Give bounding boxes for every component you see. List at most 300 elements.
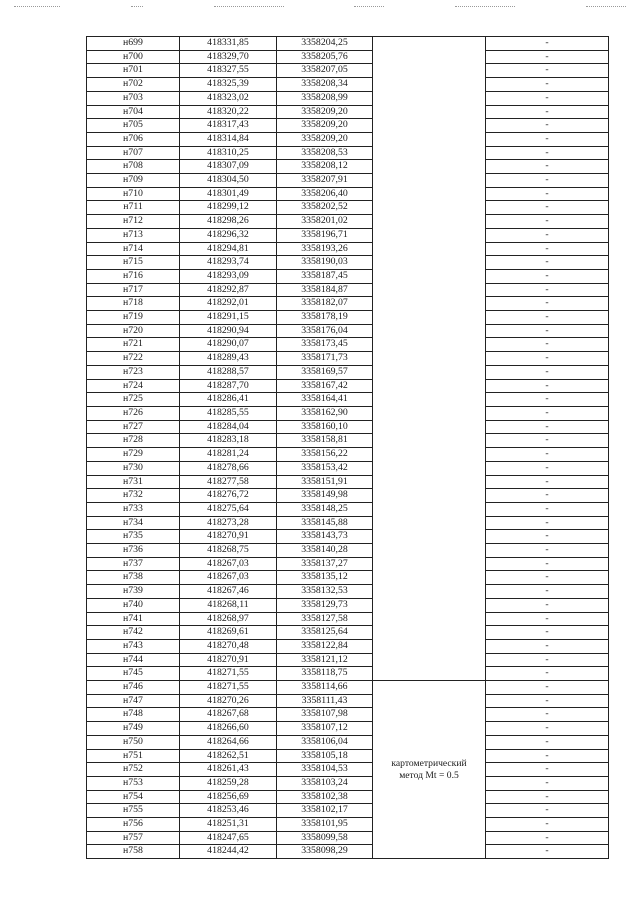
y-coordinate-cell: 3358182,07 [277, 297, 373, 311]
point-name-cell: н701 [87, 64, 180, 78]
point-name-cell: н746 [87, 681, 180, 695]
table-row [87, 132, 609, 146]
table-row [87, 146, 609, 160]
note-cell: - [486, 338, 609, 352]
point-name-cell: н713 [87, 228, 180, 242]
table-row [87, 475, 609, 489]
table-row [87, 557, 609, 571]
table-row [87, 722, 609, 736]
method-accuracy-line: метод Mt = 0.5 [399, 769, 459, 781]
table-row [87, 516, 609, 530]
scan-mark [354, 6, 384, 8]
y-coordinate-cell: 3358106,04 [277, 735, 373, 749]
table-row [87, 269, 609, 283]
note-cell: - [486, 352, 609, 366]
y-coordinate-cell: 3358207,91 [277, 174, 373, 188]
table-row [87, 776, 609, 790]
x-coordinate-cell: 418329,70 [180, 50, 277, 64]
note-cell: - [486, 544, 609, 558]
note-cell: - [486, 845, 609, 859]
x-coordinate-cell: 418289,43 [180, 352, 277, 366]
x-coordinate-cell: 418292,87 [180, 283, 277, 297]
x-coordinate-cell: 418244,42 [180, 845, 277, 859]
x-coordinate-cell: 418277,58 [180, 475, 277, 489]
y-coordinate-cell: 3358171,73 [277, 352, 373, 366]
x-coordinate-cell: 418294,81 [180, 242, 277, 256]
y-coordinate-cell: 3358187,45 [277, 269, 373, 283]
point-name-cell: н710 [87, 187, 180, 201]
x-coordinate-cell: 418267,03 [180, 557, 277, 571]
x-coordinate-cell: 418299,12 [180, 201, 277, 215]
x-coordinate-cell: 418292,01 [180, 297, 277, 311]
note-cell: - [486, 489, 609, 503]
y-coordinate-cell: 3358107,12 [277, 722, 373, 736]
note-cell: - [486, 160, 609, 174]
y-coordinate-cell: 3358127,58 [277, 612, 373, 626]
note-cell: - [486, 763, 609, 777]
y-coordinate-cell: 3358101,95 [277, 818, 373, 832]
point-name-cell: н727 [87, 420, 180, 434]
note-cell: - [486, 667, 609, 681]
note-cell: - [486, 639, 609, 653]
y-coordinate-cell: 3358118,75 [277, 667, 373, 681]
point-name-cell: н700 [87, 50, 180, 64]
point-name-cell: н733 [87, 502, 180, 516]
y-coordinate-cell: 3358162,90 [277, 406, 373, 420]
x-coordinate-cell: 418251,31 [180, 818, 277, 832]
point-name-cell: н709 [87, 174, 180, 188]
point-name-cell: н750 [87, 735, 180, 749]
point-name-cell: н714 [87, 242, 180, 256]
y-coordinate-cell: 3358121,12 [277, 653, 373, 667]
y-coordinate-cell: 3358158,81 [277, 434, 373, 448]
y-coordinate-cell: 3358145,88 [277, 516, 373, 530]
x-coordinate-cell: 418273,28 [180, 516, 277, 530]
y-coordinate-cell: 3358209,20 [277, 105, 373, 119]
x-coordinate-cell: 418253,46 [180, 804, 277, 818]
x-coordinate-cell: 418285,55 [180, 406, 277, 420]
x-coordinate-cell: 418290,94 [180, 324, 277, 338]
point-name-cell: н707 [87, 146, 180, 160]
x-coordinate-cell: 418264,66 [180, 735, 277, 749]
x-coordinate-cell: 418296,32 [180, 228, 277, 242]
table-row [87, 544, 609, 558]
table-row [87, 379, 609, 393]
point-name-cell: н734 [87, 516, 180, 530]
point-name-cell: н706 [87, 132, 180, 146]
point-name-cell: н756 [87, 818, 180, 832]
scan-mark [131, 6, 143, 8]
point-name-cell: н726 [87, 406, 180, 420]
table-row [87, 845, 609, 859]
table-row [87, 804, 609, 818]
note-cell: - [486, 434, 609, 448]
x-coordinate-cell: 418261,43 [180, 763, 277, 777]
y-coordinate-cell: 3358208,99 [277, 91, 373, 105]
table-row [87, 297, 609, 311]
note-cell: - [486, 297, 609, 311]
x-coordinate-cell: 418323,02 [180, 91, 277, 105]
point-name-cell: н711 [87, 201, 180, 215]
x-coordinate-cell: 418291,15 [180, 311, 277, 325]
point-name-cell: н728 [87, 434, 180, 448]
table-row [87, 187, 609, 201]
point-name-cell: н731 [87, 475, 180, 489]
y-coordinate-cell: 3358167,42 [277, 379, 373, 393]
x-coordinate-cell: 418281,24 [180, 448, 277, 462]
table-row [87, 311, 609, 325]
y-coordinate-cell: 3358129,73 [277, 598, 373, 612]
table-row [87, 639, 609, 653]
note-cell: - [486, 461, 609, 475]
y-coordinate-cell: 3358160,10 [277, 420, 373, 434]
x-coordinate-cell: 418267,68 [180, 708, 277, 722]
note-cell: - [486, 804, 609, 818]
note-cell: - [486, 818, 609, 832]
x-coordinate-cell: 418283,18 [180, 434, 277, 448]
point-name-cell: н703 [87, 91, 180, 105]
point-name-cell: н718 [87, 297, 180, 311]
note-cell: - [486, 653, 609, 667]
point-name-cell: н721 [87, 338, 180, 352]
x-coordinate-cell: 418331,85 [180, 37, 277, 51]
point-name-cell: н743 [87, 639, 180, 653]
y-coordinate-cell: 3358099,58 [277, 831, 373, 845]
table-row [87, 365, 609, 379]
y-coordinate-cell: 3358148,25 [277, 502, 373, 516]
point-name-cell: н712 [87, 215, 180, 229]
point-name-cell: н735 [87, 530, 180, 544]
note-cell: - [486, 722, 609, 736]
point-name-cell: н742 [87, 626, 180, 640]
table-row [87, 420, 609, 434]
y-coordinate-cell: 3358209,20 [277, 132, 373, 146]
x-coordinate-cell: 418278,66 [180, 461, 277, 475]
y-coordinate-cell: 3358209,20 [277, 119, 373, 133]
note-cell: - [486, 119, 609, 133]
point-name-cell: н725 [87, 393, 180, 407]
x-coordinate-cell: 418270,91 [180, 530, 277, 544]
point-name-cell: н752 [87, 763, 180, 777]
x-coordinate-cell: 418270,26 [180, 694, 277, 708]
y-coordinate-cell: 3358204,25 [277, 37, 373, 51]
table-row [87, 461, 609, 475]
y-coordinate-cell: 3358111,43 [277, 694, 373, 708]
x-coordinate-cell: 418293,09 [180, 269, 277, 283]
y-coordinate-cell: 3358114,66 [277, 681, 373, 695]
x-coordinate-cell: 418259,28 [180, 776, 277, 790]
note-cell: - [486, 215, 609, 229]
note-cell: - [486, 379, 609, 393]
x-coordinate-cell: 418287,70 [180, 379, 277, 393]
point-name-cell: н699 [87, 37, 180, 51]
point-name-cell: н741 [87, 612, 180, 626]
x-coordinate-cell: 418275,64 [180, 502, 277, 516]
y-coordinate-cell: 3358143,73 [277, 530, 373, 544]
table-row [87, 489, 609, 503]
table-row [87, 393, 609, 407]
y-coordinate-cell: 3358132,53 [277, 585, 373, 599]
x-coordinate-cell: 418304,50 [180, 174, 277, 188]
y-coordinate-cell: 3358196,71 [277, 228, 373, 242]
x-coordinate-cell: 418307,09 [180, 160, 277, 174]
note-cell: - [486, 105, 609, 119]
table-row [87, 585, 609, 599]
point-name-cell: н719 [87, 311, 180, 325]
table-row [87, 119, 609, 133]
note-cell: - [486, 694, 609, 708]
y-coordinate-cell: 3358202,52 [277, 201, 373, 215]
y-coordinate-cell: 3358208,53 [277, 146, 373, 160]
x-coordinate-cell: 418247,65 [180, 831, 277, 845]
scan-mark [586, 6, 626, 8]
note-cell: - [486, 557, 609, 571]
point-name-cell: н737 [87, 557, 180, 571]
table-row [87, 502, 609, 516]
table-row [87, 228, 609, 242]
note-cell: - [486, 91, 609, 105]
y-coordinate-cell: 3358156,22 [277, 448, 373, 462]
y-coordinate-cell: 3358193,26 [277, 242, 373, 256]
table-row [87, 78, 609, 92]
x-coordinate-cell: 418271,55 [180, 667, 277, 681]
y-coordinate-cell: 3358205,76 [277, 50, 373, 64]
note-cell: - [486, 749, 609, 763]
table-row [87, 653, 609, 667]
note-cell: - [486, 50, 609, 64]
point-name-cell: н722 [87, 352, 180, 366]
method-label-line: картометрический [391, 757, 467, 769]
y-coordinate-cell: 3358149,98 [277, 489, 373, 503]
table-row [87, 338, 609, 352]
table-row [87, 626, 609, 640]
note-cell: - [486, 228, 609, 242]
point-name-cell: н724 [87, 379, 180, 393]
point-name-cell: н749 [87, 722, 180, 736]
x-coordinate-cell: 418268,97 [180, 612, 277, 626]
x-coordinate-cell: 418301,49 [180, 187, 277, 201]
table-row [87, 91, 609, 105]
point-name-cell: н708 [87, 160, 180, 174]
x-coordinate-cell: 418268,11 [180, 598, 277, 612]
point-name-cell: н716 [87, 269, 180, 283]
x-coordinate-cell: 418271,55 [180, 681, 277, 695]
x-coordinate-cell: 418298,26 [180, 215, 277, 229]
scan-mark [14, 6, 60, 8]
note-cell: - [486, 256, 609, 270]
table-row [87, 749, 609, 763]
note-cell: - [486, 146, 609, 160]
table-row [87, 201, 609, 215]
table-row [87, 831, 609, 845]
scan-mark [214, 6, 284, 8]
point-name-cell: н732 [87, 489, 180, 503]
point-name-cell: н729 [87, 448, 180, 462]
point-name-cell: н715 [87, 256, 180, 270]
point-name-cell: н736 [87, 544, 180, 558]
note-cell: - [486, 242, 609, 256]
note-cell: - [486, 448, 609, 462]
note-cell: - [486, 37, 609, 51]
note-cell: - [486, 831, 609, 845]
table-row [87, 598, 609, 612]
point-name-cell: н717 [87, 283, 180, 297]
table-row [87, 612, 609, 626]
x-coordinate-cell: 418284,04 [180, 420, 277, 434]
note-cell: - [486, 475, 609, 489]
x-coordinate-cell: 418320,22 [180, 105, 277, 119]
method-cell [373, 37, 486, 681]
point-name-cell: н757 [87, 831, 180, 845]
y-coordinate-cell: 3358176,04 [277, 324, 373, 338]
y-coordinate-cell: 3358102,38 [277, 790, 373, 804]
y-coordinate-cell: 3358169,57 [277, 365, 373, 379]
point-name-cell: н744 [87, 653, 180, 667]
x-coordinate-cell: 418267,03 [180, 571, 277, 585]
point-name-cell: н730 [87, 461, 180, 475]
table-row [87, 283, 609, 297]
x-coordinate-cell: 418276,72 [180, 489, 277, 503]
x-coordinate-cell: 418290,07 [180, 338, 277, 352]
method-cell [373, 681, 486, 859]
y-coordinate-cell: 3358102,17 [277, 804, 373, 818]
note-cell: - [486, 365, 609, 379]
note-cell: - [486, 406, 609, 420]
table-row [87, 160, 609, 174]
note-cell: - [486, 187, 609, 201]
point-name-cell: н751 [87, 749, 180, 763]
x-coordinate-cell: 418327,55 [180, 64, 277, 78]
scan-mark [455, 6, 515, 8]
note-cell: - [486, 530, 609, 544]
note-cell: - [486, 283, 609, 297]
x-coordinate-cell: 418267,46 [180, 585, 277, 599]
table-row [87, 434, 609, 448]
point-name-cell: н702 [87, 78, 180, 92]
point-name-cell: н739 [87, 585, 180, 599]
note-cell: - [486, 420, 609, 434]
table-row [87, 694, 609, 708]
point-name-cell: н758 [87, 845, 180, 859]
note-cell: - [486, 311, 609, 325]
y-coordinate-cell: 3358207,05 [277, 64, 373, 78]
x-coordinate-cell: 418270,48 [180, 639, 277, 653]
note-cell: - [486, 790, 609, 804]
y-coordinate-cell: 3358178,19 [277, 311, 373, 325]
y-coordinate-cell: 3358137,27 [277, 557, 373, 571]
table-row [87, 735, 609, 749]
table-row [87, 790, 609, 804]
y-coordinate-cell: 3358104,53 [277, 763, 373, 777]
y-coordinate-cell: 3358153,42 [277, 461, 373, 475]
y-coordinate-cell: 3358206,40 [277, 187, 373, 201]
x-coordinate-cell: 418310,25 [180, 146, 277, 160]
note-cell: - [486, 132, 609, 146]
point-name-cell: н753 [87, 776, 180, 790]
note-cell: - [486, 776, 609, 790]
x-coordinate-cell: 418266,60 [180, 722, 277, 736]
x-coordinate-cell: 418325,39 [180, 78, 277, 92]
scan-edge-artifacts [0, 0, 640, 14]
y-coordinate-cell: 3358208,12 [277, 160, 373, 174]
y-coordinate-cell: 3358208,34 [277, 78, 373, 92]
note-cell: - [486, 681, 609, 695]
x-coordinate-cell: 418314,84 [180, 132, 277, 146]
point-name-cell: н748 [87, 708, 180, 722]
table-row [87, 174, 609, 188]
note-cell: - [486, 174, 609, 188]
x-coordinate-cell: 418288,57 [180, 365, 277, 379]
y-coordinate-cell: 3358098,29 [277, 845, 373, 859]
x-coordinate-cell: 418293,74 [180, 256, 277, 270]
point-name-cell: н738 [87, 571, 180, 585]
note-cell: - [486, 612, 609, 626]
note-cell: - [486, 708, 609, 722]
table-row [87, 763, 609, 777]
y-coordinate-cell: 3358103,24 [277, 776, 373, 790]
y-coordinate-cell: 3358201,02 [277, 215, 373, 229]
note-cell: - [486, 201, 609, 215]
point-name-cell: н754 [87, 790, 180, 804]
note-cell: - [486, 626, 609, 640]
table-row [87, 708, 609, 722]
note-cell: - [486, 735, 609, 749]
note-cell: - [486, 78, 609, 92]
point-name-cell: н720 [87, 324, 180, 338]
x-coordinate-cell: 418268,75 [180, 544, 277, 558]
point-name-cell: н704 [87, 105, 180, 119]
table-row [87, 105, 609, 119]
table-row [87, 37, 609, 51]
note-cell: - [486, 64, 609, 78]
table-row [87, 448, 609, 462]
y-coordinate-cell: 3358122,84 [277, 639, 373, 653]
note-cell: - [486, 585, 609, 599]
table-row [87, 324, 609, 338]
x-coordinate-cell: 418262,51 [180, 749, 277, 763]
note-cell: - [486, 269, 609, 283]
y-coordinate-cell: 3358190,03 [277, 256, 373, 270]
y-coordinate-cell: 3358125,64 [277, 626, 373, 640]
note-cell: - [486, 516, 609, 530]
y-coordinate-cell: 3358164,41 [277, 393, 373, 407]
y-coordinate-cell: 3358140,28 [277, 544, 373, 558]
note-cell: - [486, 324, 609, 338]
y-coordinate-cell: 3358184,87 [277, 283, 373, 297]
table-row [87, 818, 609, 832]
point-name-cell: н740 [87, 598, 180, 612]
y-coordinate-cell: 3358173,45 [277, 338, 373, 352]
point-name-cell: н705 [87, 119, 180, 133]
x-coordinate-cell: 418269,61 [180, 626, 277, 640]
x-coordinate-cell: 418256,69 [180, 790, 277, 804]
table-row [87, 406, 609, 420]
y-coordinate-cell: 3358107,98 [277, 708, 373, 722]
coordinates-table [86, 36, 609, 859]
table-row [87, 215, 609, 229]
point-name-cell: н723 [87, 365, 180, 379]
x-coordinate-cell: 418270,91 [180, 653, 277, 667]
table-row [87, 64, 609, 78]
table-row [87, 681, 609, 695]
x-coordinate-cell: 418286,41 [180, 393, 277, 407]
y-coordinate-cell: 3358135,12 [277, 571, 373, 585]
table-row [87, 667, 609, 681]
table-row [87, 530, 609, 544]
point-name-cell: н747 [87, 694, 180, 708]
point-name-cell: н745 [87, 667, 180, 681]
table-row [87, 242, 609, 256]
